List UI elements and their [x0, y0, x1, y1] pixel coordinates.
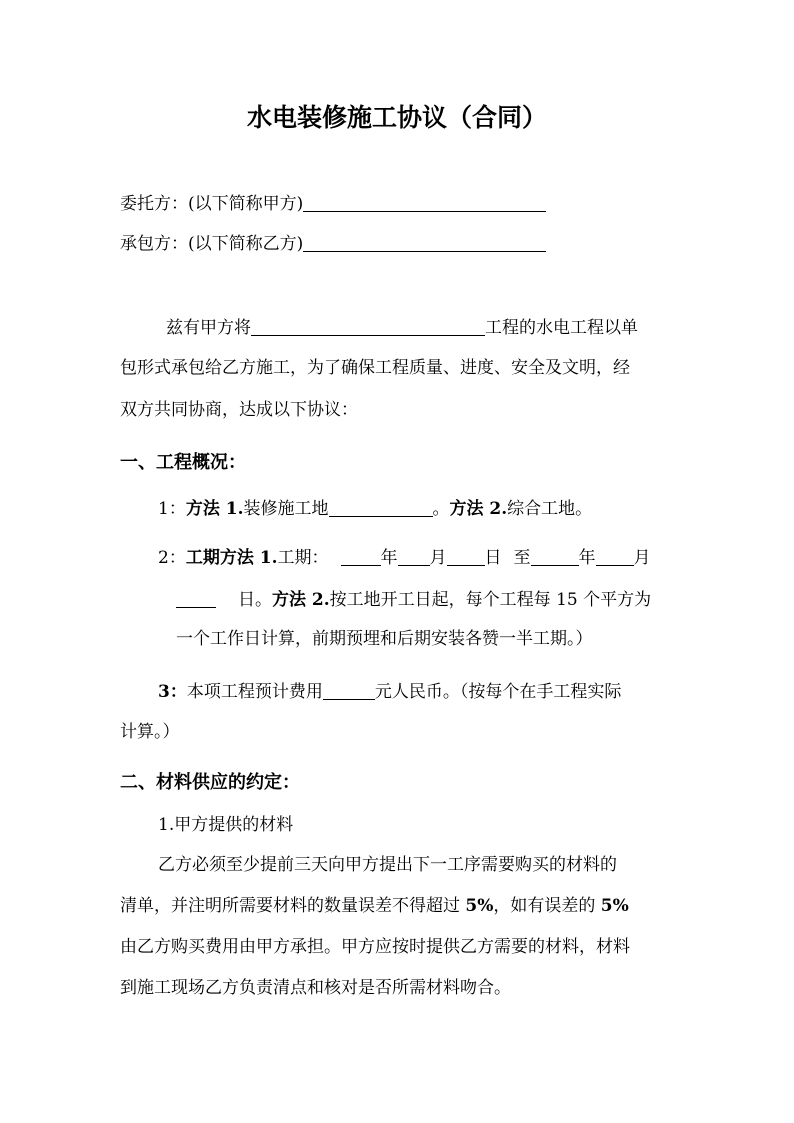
client-line: [120, 192, 546, 216]
year-label: 年: [578, 548, 596, 568]
project-name-blank: [251, 317, 485, 336]
end-year-blank: [531, 547, 579, 566]
item3-line: [158, 680, 621, 704]
item2-line: [158, 546, 651, 570]
percent-value: 5%: [465, 896, 494, 916]
item-number: 3：: [158, 682, 187, 702]
day-label: 日: [484, 548, 502, 568]
section2-heading: 二、材料供应的约定：: [120, 772, 300, 793]
method-label: 方法 2.: [449, 499, 508, 519]
item-text: 本项工程预计费用: [186, 682, 323, 702]
item3-line-2: 计算。）: [120, 722, 180, 742]
start-month-blank: [398, 547, 430, 566]
end-month-blank: [596, 547, 634, 566]
section2-para-line-4: 到施工现场乙方负责清点和核对是否所需材料吻合。: [120, 978, 511, 998]
item1-line: [158, 497, 592, 521]
year-label: 年: [380, 548, 398, 568]
section2-para-line-1: 乙方必须至少提前三天向甲方提出下一工序需要购买的材料的: [158, 855, 617, 875]
intro-text: 兹有甲方将: [166, 318, 251, 338]
contractor-label: 承包方：(以下简称乙方): [120, 234, 304, 254]
client-blank: [303, 193, 546, 212]
intro-line-3: 双方共同协商，达成以下协议：: [120, 400, 358, 420]
contractor-blank: [303, 233, 546, 252]
item-text: 。: [432, 499, 450, 519]
item-text: 元人民币。（按每个在手工程实际: [374, 682, 622, 702]
para-text: 清单，并注明所需要材料的数量误差不得超过: [120, 896, 466, 916]
method-label: 方法 2.: [272, 590, 330, 610]
cost-blank: [323, 681, 375, 700]
section2-sub1: 1.甲方提供的材料: [158, 815, 294, 835]
site-blank: [329, 498, 433, 517]
section1-heading: 一、工程概况：: [120, 452, 246, 473]
item-text: 工期：: [277, 548, 329, 568]
client-label: 委托方：(以下简称甲方): [120, 194, 304, 214]
para-text: ，如有误差的: [493, 896, 601, 916]
day-label: 日。: [238, 590, 272, 610]
start-day-blank: [447, 547, 485, 566]
intro-line-1: [166, 316, 638, 340]
percent-value: 5%: [600, 896, 629, 916]
item2-line-3: 一个工作日计算，前期预埋和后期安装各赞一半工期。）: [176, 629, 593, 649]
method-label: 工期方法 1.: [185, 548, 278, 568]
intro-text: 工程的水电工程以单: [485, 318, 638, 338]
document-title: 水电装修施工协议（合同）: [246, 103, 547, 132]
intro-line-2: 包形式承包给乙方施工，为了确保工程质量、进度、安全及文明，经: [120, 358, 630, 378]
item-text: 按工地开工日起，每个工程每 15 个平方为: [329, 590, 652, 610]
item-text: 装修施工地: [243, 499, 329, 519]
method-label: 方法 1.: [185, 499, 244, 519]
end-day-blank: [176, 589, 216, 608]
item-number: 1：: [158, 499, 186, 519]
to-label: 至: [513, 548, 531, 568]
section2-para-line-3: 由乙方购买费用由甲方承担。甲方应按时提供乙方需要的材料，材料: [120, 937, 630, 957]
month-label: 月: [633, 548, 651, 568]
start-year-blank: [341, 547, 381, 566]
contractor-line: [120, 232, 546, 256]
item-number: 2：: [158, 548, 186, 568]
item-text: 综合工地。: [507, 499, 593, 519]
month-label: 月: [429, 548, 447, 568]
section2-para-line-2: [120, 894, 629, 918]
item2-line-2: [176, 588, 651, 612]
